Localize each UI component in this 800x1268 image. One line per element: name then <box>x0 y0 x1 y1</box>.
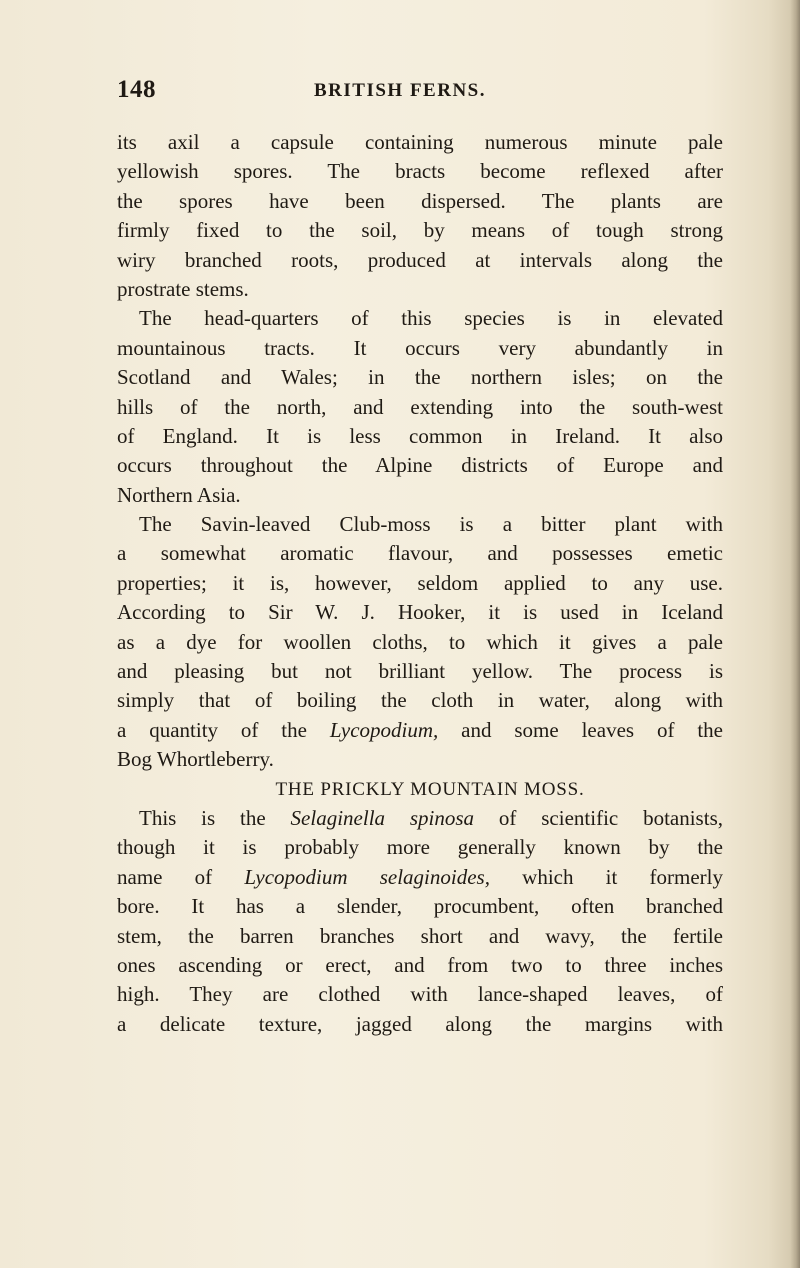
text-line: as a dye for woollen cloths, to which it gives a pale <box>117 629 723 654</box>
text-line: wiry branched roots, produced at intervals along the <box>117 247 723 272</box>
page-header <box>117 76 723 108</box>
text-line: its axil a capsule containing numerous minute pale <box>117 130 723 154</box>
text-line: the spores have been dispersed. The plants are <box>117 188 723 213</box>
text-line: a delicate texture, jagged along the margins with <box>117 1011 723 1036</box>
running-title: BRITISH FERNS. <box>314 80 486 101</box>
text-run: which it formerly <box>489 864 723 889</box>
text-line: mountainous tracts. It occurs very abundantly in <box>117 335 723 360</box>
text-line: hills of the north, and extending into the south-west <box>117 394 723 419</box>
text-line: properties; it is, however, seldom applied to any use. <box>117 570 723 595</box>
paragraph-start: The head-quarters of this species is in elevated <box>139 306 723 331</box>
text-line: firmly fixed to the soil, by means of tough strong <box>117 218 723 243</box>
text-run: This is the <box>139 805 291 830</box>
paragraph-start <box>117 804 723 833</box>
section-heading: THE PRICKLY MOUNTAIN MOSS. <box>275 778 585 800</box>
text-line: prostrate stems. <box>117 276 249 301</box>
text-run: of scientific botanists, <box>474 805 723 830</box>
text-line: bore. It has a slender, procumbent, often branched <box>117 894 723 919</box>
text-line: and pleasing but not brilliant yellow. The process is <box>117 659 723 684</box>
text-line: of England. It is less common in Ireland. It also <box>117 423 723 448</box>
italic-term: Lycopodium selaginoides, <box>244 864 490 889</box>
text-line: though it is probably more generally known by the <box>117 835 723 860</box>
text-line: Bog Whortleberry. <box>117 747 274 772</box>
text-line: yellowish spores. The bracts become reflexed after <box>117 159 723 184</box>
text-line: Northern Asia. <box>117 482 241 507</box>
text-line: stem, the barren branches short and wavy, the fertile <box>117 923 723 948</box>
text-line: a somewhat aromatic flavour, and possesses emetic <box>117 541 723 566</box>
text-line: simply that of boiling the cloth in water, along with <box>117 688 723 713</box>
text-run: and some leaves of the <box>438 717 723 742</box>
text-line: Scotland and Wales; in the northern isles; on the <box>117 365 723 390</box>
text-run: a quantity of the <box>117 717 330 742</box>
text-line-with-italic <box>117 716 723 745</box>
italic-term: Selaginella spinosa <box>290 805 475 830</box>
page-edge-shadow <box>790 0 800 1268</box>
text-line: According to Sir W. J. Hooker, it is used in Iceland <box>117 600 723 625</box>
italic-term: Lycopodium, <box>329 717 439 742</box>
body-text <box>117 128 723 1039</box>
text-line: high. They are clothed with lance-shaped leaves, of <box>117 982 723 1007</box>
paragraph-start: The Savin-leaved Club-moss is a bitter plant with <box>139 512 723 537</box>
text-line: ones ascending or erect, and from two to three inches <box>117 952 723 977</box>
page-number: 148 <box>117 76 156 103</box>
text-run: name of <box>117 864 245 889</box>
text-line: occurs throughout the Alpine districts of Europe and <box>117 453 723 478</box>
text-line-with-italic <box>117 863 723 892</box>
